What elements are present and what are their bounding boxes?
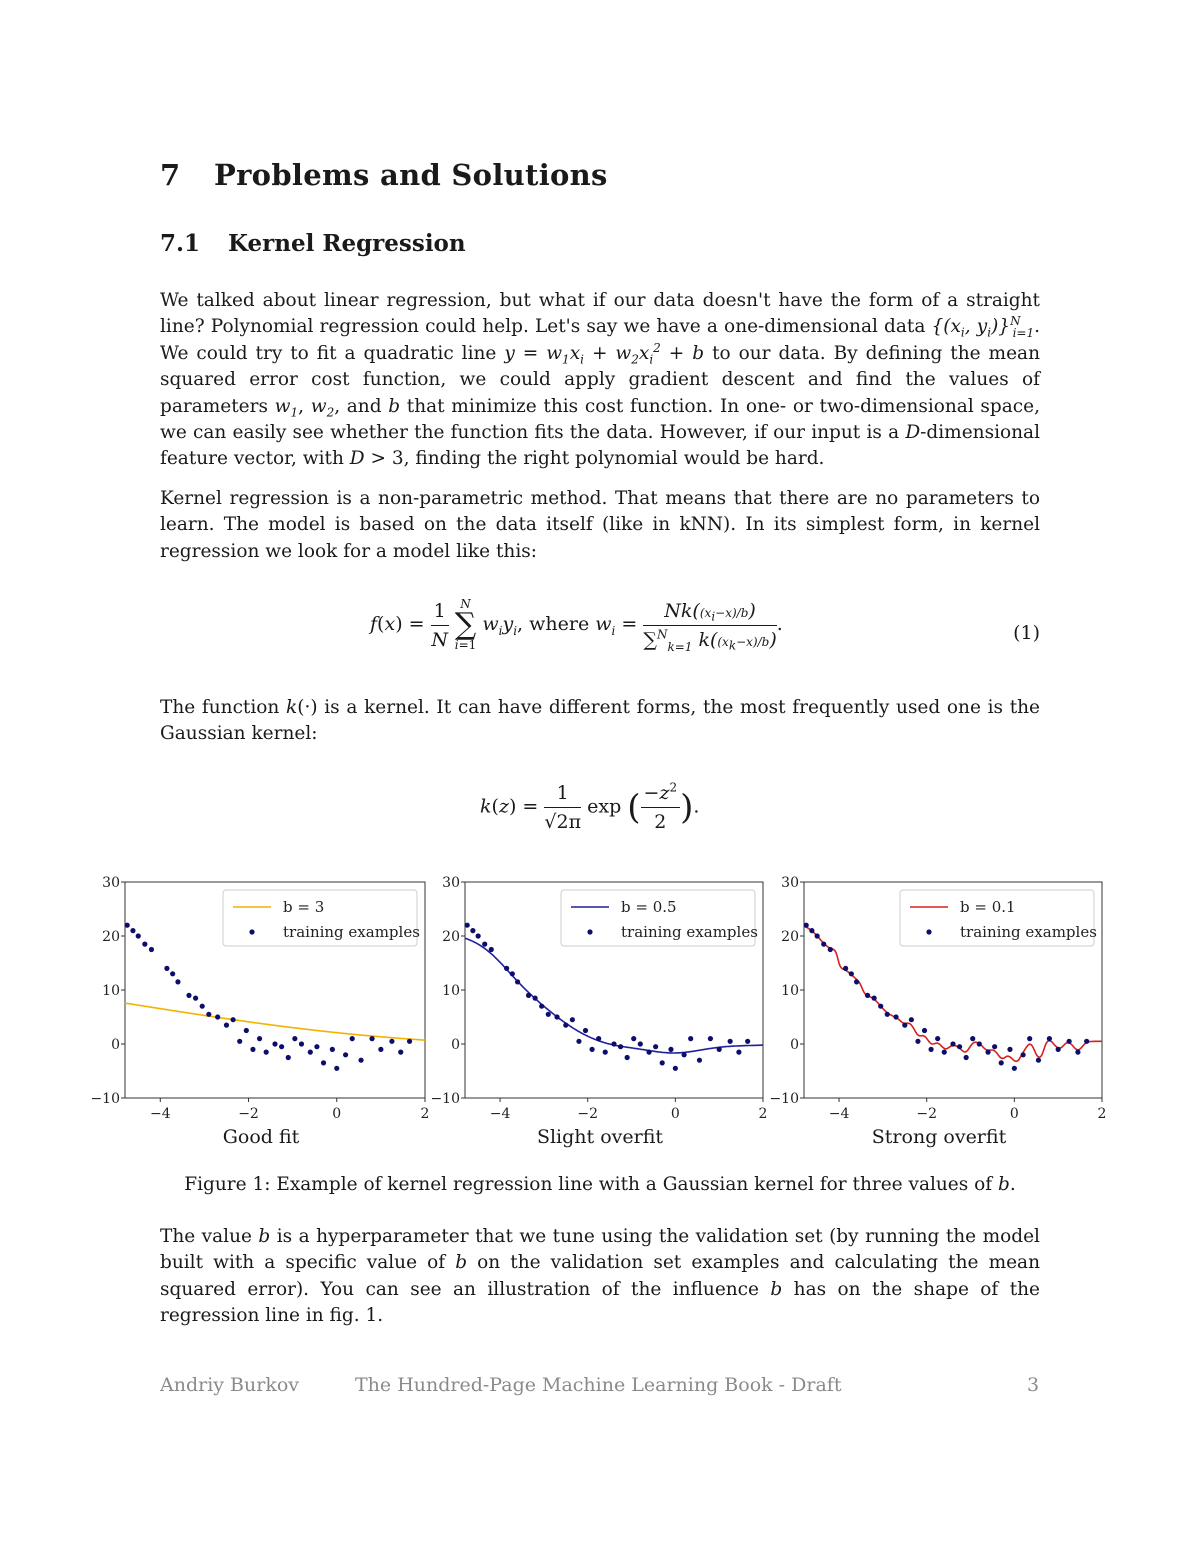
- x-tick-label: 2: [420, 1106, 430, 1122]
- training-example-point: [206, 1012, 211, 1017]
- training-example-point: [576, 1039, 581, 1044]
- training-example-point: [136, 933, 141, 938]
- training-example-point: [809, 928, 814, 933]
- training-example-point: [279, 1044, 284, 1049]
- training-example-point: [476, 933, 481, 938]
- legend-point-swatch: [926, 929, 931, 934]
- training-example-point: [482, 942, 487, 947]
- training-example-point: [1067, 1039, 1072, 1044]
- training-example-point: [343, 1052, 348, 1057]
- y-tick-label: 20: [781, 929, 799, 945]
- para1-text-1: We talked about linear regression, but what if our data doesn't have the form of a straight line? Polynomial regression could help. Let's say we have a one-dimensional data: [160, 290, 1040, 338]
- training-example-point: [625, 1055, 630, 1060]
- training-example-point: [1084, 1039, 1089, 1044]
- section-heading: [160, 158, 608, 192]
- training-example-point: [915, 1039, 920, 1044]
- training-example-point: [314, 1044, 319, 1049]
- x-tick-label: −4: [149, 1106, 171, 1122]
- training-example-point: [407, 1039, 412, 1044]
- training-example-point: [130, 928, 135, 933]
- para4-text-6: .: [377, 1305, 384, 1327]
- training-example-point: [985, 1050, 990, 1055]
- x-tick-label: 2: [758, 1106, 768, 1122]
- training-example-point: [321, 1060, 326, 1065]
- param-b: b: [388, 395, 401, 417]
- para1-text-7: , finding the right polynomial would be hard.: [403, 448, 825, 470]
- paragraph-kernel-function: The function k(·) is a kernel. It can have different forms, the most frequently used one is the Gaussian kernel:: [160, 697, 1040, 745]
- training-example-point: [1036, 1058, 1041, 1063]
- training-example-point: [539, 1004, 544, 1009]
- training-example-point: [200, 1004, 205, 1009]
- training-example-point: [264, 1050, 269, 1055]
- training-example-point: [893, 1014, 898, 1019]
- training-example-point: [646, 1050, 651, 1055]
- para3-text-1: The function: [160, 697, 287, 718]
- param-w2: $w_2$: [310, 395, 335, 420]
- training-example-point: [999, 1060, 1004, 1065]
- training-example-point: [849, 971, 854, 976]
- training-example-point: [821, 942, 826, 947]
- y-tick-label: 0: [790, 1037, 799, 1053]
- training-example-point: [688, 1036, 693, 1041]
- training-example-point: [299, 1041, 304, 1046]
- training-example-point: [909, 1017, 914, 1022]
- regression-line: [465, 938, 763, 1053]
- footer-book-title: The Hundred-Page Machine Learning Book - Draft: [355, 1374, 842, 1396]
- legend-points-label: training examples: [960, 923, 1097, 941]
- training-example-point: [589, 1047, 594, 1052]
- training-example-point: [125, 923, 130, 928]
- training-example-point: [728, 1039, 733, 1044]
- training-example-point: [186, 993, 191, 998]
- training-example-point: [389, 1039, 394, 1044]
- x-tick-label: −2: [577, 1106, 599, 1122]
- equation-gaussian-kernel: k(z) = $\frac{1}{√2\pi}$ exp ( $\frac{-z^2}{2}$ ).: [480, 780, 700, 833]
- figure-reference-link[interactable]: 1: [365, 1305, 378, 1327]
- para4-text-2: is a hyperparameter that we tune using the validation set (by running the model built with a specific value of: [160, 1226, 1040, 1274]
- y-tick-label: 10: [102, 983, 120, 999]
- training-example-point: [1075, 1050, 1080, 1055]
- training-example-point: [854, 979, 859, 984]
- training-example-point: [378, 1047, 383, 1052]
- y-tick-label: 0: [451, 1037, 460, 1053]
- para4-text-1: The value: [160, 1226, 259, 1247]
- training-example-point: [957, 1044, 962, 1049]
- dataset-formula: {($x_i$, $y_i)\}^N_{i=1}$: [931, 314, 1035, 341]
- training-example-point: [510, 971, 515, 976]
- equation-number: (1): [1013, 622, 1040, 644]
- training-example-point: [928, 1047, 933, 1052]
- training-example-point: [673, 1066, 678, 1071]
- training-example-point: [292, 1036, 297, 1041]
- x-tick-label: −4: [489, 1106, 511, 1122]
- symbol-D: D: [905, 422, 921, 444]
- para1-text-4: , and: [334, 395, 389, 417]
- training-example-point: [1047, 1036, 1052, 1041]
- training-example-point: [250, 1047, 255, 1052]
- training-example-point: [465, 923, 470, 928]
- training-example-point: [736, 1050, 741, 1055]
- training-example-point: [717, 1047, 722, 1052]
- x-tick-label: 0: [670, 1106, 680, 1122]
- training-example-point: [175, 979, 180, 984]
- training-example-point: [804, 923, 809, 928]
- para4-text-3: on the validation set examples and calculating the mean squared error). You can see an illustration of the influence: [160, 1252, 1041, 1300]
- training-example-point: [330, 1047, 335, 1052]
- training-example-point: [257, 1036, 262, 1041]
- training-example-point: [224, 1023, 229, 1028]
- training-example-point: [611, 1041, 616, 1046]
- training-example-point: [970, 1036, 975, 1041]
- equation-where: where: [529, 613, 590, 635]
- training-example-point: [668, 1047, 673, 1052]
- para4-text-4: has on the shape of the regression line in fig.: [160, 1278, 1040, 1327]
- training-example-point: [828, 947, 833, 952]
- training-example-point: [596, 1036, 601, 1041]
- y-tick-label: 30: [781, 875, 799, 891]
- training-example-point: [470, 928, 475, 933]
- figure-caption: Figure 1: Example of kernel regression line with a Gaussian kernel for three values of b.: [184, 1174, 1016, 1195]
- subsection-title: Kernel Regression: [228, 230, 466, 257]
- y-tick-label: −10: [430, 1091, 460, 1107]
- training-example-point: [272, 1041, 277, 1046]
- equation-kernel-regression: f(x) = $\frac{1}{N}$ N ∑ i=1 $w_iy_i$, where $w_i$ = $\frac{Nk((x_i-x)/b)}{\sum^N_{k=1} k((x_k-x)/b)}$ .: [370, 597, 783, 654]
- para1-text-6: -dimensional feature vector, with: [160, 422, 1040, 470]
- training-example-point: [230, 1017, 235, 1022]
- paragraph-hyperparameter: The value b is a hyperparameter that we tune using the validation set (by running the model built with a specific value of b on the validation set examples and calculating the mean squared error). You can see an illustration of the influence b has on the shape of the regression line in fig. 1.: [160, 1226, 1041, 1327]
- y-tick-label: 0: [111, 1037, 120, 1053]
- training-example-point: [369, 1036, 374, 1041]
- training-example-point: [815, 933, 820, 938]
- training-example-point: [977, 1041, 982, 1046]
- section-title: Problems and Solutions: [214, 158, 608, 192]
- section-number: 7: [160, 158, 181, 192]
- y-tick-label: 20: [102, 929, 120, 945]
- training-example-point: [631, 1036, 636, 1041]
- y-tick-label: 10: [781, 983, 799, 999]
- training-example-point: [618, 1044, 623, 1049]
- training-example-point: [843, 966, 848, 971]
- training-example-point: [682, 1052, 687, 1057]
- legend-line-label: b = 0.5: [621, 898, 677, 916]
- training-example-point: [334, 1066, 339, 1071]
- legend-line-label: b = 0.1: [960, 898, 1016, 916]
- training-example-point: [546, 1012, 551, 1017]
- figure-caption-text: Example of kernel regression line with a Gaussian kernel for three values of: [276, 1174, 998, 1195]
- training-example-point: [142, 942, 147, 947]
- training-example-point: [950, 1041, 955, 1046]
- para1-text-3: to our data. By defining the mean squared error cost function, we could apply gradient descent and find the values of parameters: [160, 342, 1040, 417]
- exp-label: exp: [587, 795, 622, 818]
- training-example-point: [1007, 1047, 1012, 1052]
- training-example-point: [244, 1028, 249, 1033]
- training-example-point: [885, 1012, 890, 1017]
- paragraph-polynomial-regression: We talked about linear regression, but what if our data doesn't have the form of a straight line? Polynomial regression could help. Let's say we have a one-dimensional data {($x_i$, $y_i)\}^N_{i=1}$. We could try to fit a quadratic line $y = w_1x_i + w_2x_i^2 + b$ to our data. By defining the mean squared error cost function, we could apply gradient descent and find the values of parameters $w_1$, $w_2$, and b that minimize this cost function. In one- or two-dimensional space, we can easily see whether the function fits the data. However, if our input is a D-dimensional feature vector, with D > 3, finding the right polynomial would be hard.: [160, 290, 1040, 470]
- training-example-point: [708, 1036, 713, 1041]
- training-example-point: [526, 993, 531, 998]
- quadratic-formula: $y = w_1x_i + w_2x_i^2 + b$: [504, 340, 705, 367]
- training-example-point: [745, 1039, 750, 1044]
- panel-caption-strong-overfit: Strong overfit: [871, 1126, 1007, 1148]
- training-example-point: [308, 1050, 313, 1055]
- training-example-point: [878, 1004, 883, 1009]
- training-example-point: [1056, 1047, 1061, 1052]
- training-example-point: [992, 1044, 997, 1049]
- training-example-point: [533, 996, 538, 1001]
- training-example-point: [515, 979, 520, 984]
- training-example-point: [563, 1023, 568, 1028]
- kernel-symbol: k: [286, 697, 298, 718]
- training-example-point: [489, 947, 494, 952]
- training-example-point: [1021, 1052, 1026, 1057]
- training-example-point: [603, 1050, 608, 1055]
- x-tick-label: 2: [1097, 1106, 1107, 1122]
- training-example-point: [697, 1058, 702, 1063]
- legend-point-swatch: [249, 929, 254, 934]
- condition-D-gt-3: D > 3: [349, 448, 404, 470]
- training-example-point: [170, 971, 175, 976]
- training-example-point: [902, 1023, 907, 1028]
- legend-points-label: training examples: [283, 923, 420, 941]
- paragraph-kernel-regression: [160, 486, 1040, 565]
- y-tick-label: 30: [442, 875, 460, 891]
- training-example-point: [350, 1036, 355, 1041]
- training-example-point: [942, 1050, 947, 1055]
- legend-line-label: b = 3: [283, 898, 325, 916]
- x-tick-label: −2: [238, 1106, 259, 1122]
- regression-line: [125, 1003, 425, 1040]
- training-example-point: [554, 1014, 559, 1019]
- x-tick-label: 0: [1009, 1106, 1019, 1122]
- training-example-point: [215, 1014, 220, 1019]
- training-example-point: [964, 1055, 969, 1060]
- training-example-point: [1012, 1066, 1017, 1071]
- training-example-point: [653, 1044, 658, 1049]
- legend-points-label: training examples: [621, 923, 758, 941]
- training-example-point: [638, 1041, 643, 1046]
- training-example-point: [660, 1060, 665, 1065]
- training-example-point: [922, 1028, 927, 1033]
- para1-text-5: that minimize this cost function. In one- or two-dimensional space, we can easily see whether the function fits the data. However, if our input is a: [160, 395, 1040, 444]
- y-tick-label: 10: [442, 983, 460, 999]
- x-tick-label: 0: [332, 1106, 342, 1122]
- training-example-point: [149, 947, 154, 952]
- figure-kernel-regression: [0, 860, 1200, 1130]
- training-example-point: [570, 1017, 575, 1022]
- training-example-point: [865, 993, 870, 998]
- para2-text: Kernel regression is a non-parametric method. That means that there are no parameters to learn. The model is based on the data itself (like in kNN). In its simplest form, in kernel regression we look for a model like this:: [160, 488, 1040, 562]
- y-tick-label: 30: [102, 875, 120, 891]
- training-example-point: [286, 1055, 291, 1060]
- training-example-point: [358, 1058, 363, 1063]
- x-tick-label: −4: [828, 1106, 850, 1122]
- param-w1: $w_1$: [274, 395, 299, 420]
- figure-caption-label: Figure 1:: [184, 1174, 271, 1195]
- y-tick-label: 20: [442, 929, 460, 945]
- training-example-point: [398, 1050, 403, 1055]
- training-example-point: [1027, 1036, 1032, 1041]
- x-tick-label: −2: [916, 1106, 938, 1122]
- para1-text-2: We could try to fit a quadratic line: [160, 342, 505, 364]
- y-tick-label: −10: [90, 1091, 120, 1107]
- training-example-point: [164, 966, 169, 971]
- subsection-heading: [160, 230, 466, 257]
- training-example-point: [872, 996, 877, 1001]
- legend-point-swatch: [587, 929, 592, 934]
- panel-caption-good-fit: Good fit: [222, 1126, 300, 1148]
- panel-caption-slight-overfit: Slight overfit: [536, 1126, 664, 1148]
- y-tick-label: −10: [769, 1091, 799, 1107]
- footer-author: Andriy Burkov: [160, 1374, 300, 1396]
- training-example-point: [504, 966, 509, 971]
- subsection-number: 7.1: [160, 230, 201, 257]
- footer-page-number: 3: [1027, 1374, 1040, 1396]
- para3-text-2: is a kernel. It can have different forms, the most frequently used one is the Gaussian kernel:: [160, 697, 1040, 745]
- training-example-point: [237, 1039, 242, 1044]
- training-example-point: [935, 1036, 940, 1041]
- regression-line: [804, 926, 1102, 1061]
- training-example-point: [193, 996, 198, 1001]
- training-example-point: [583, 1028, 588, 1033]
